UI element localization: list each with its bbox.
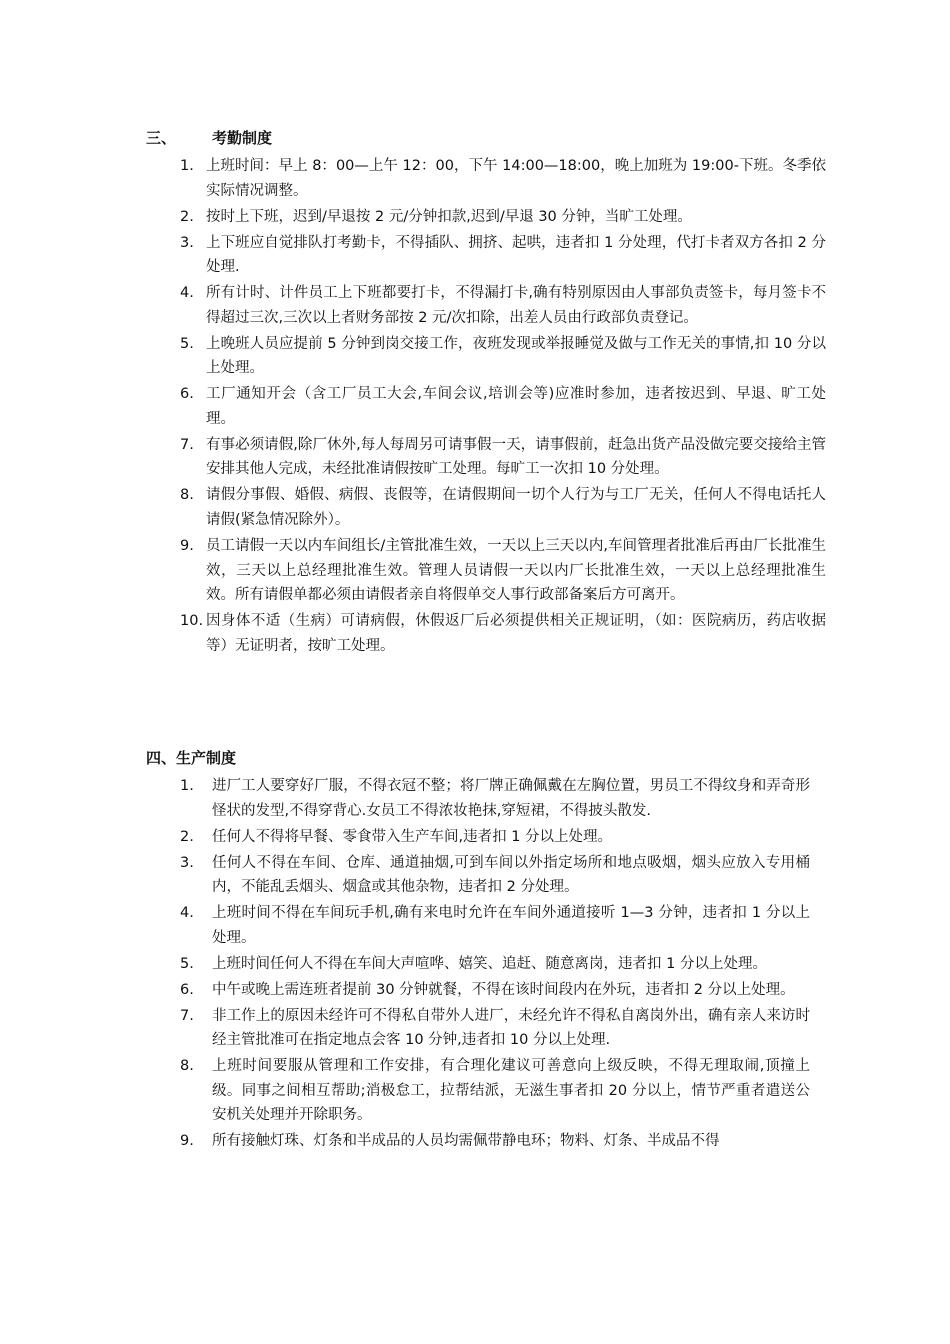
attendance-heading	[146, 128, 826, 152]
list-item-text: 因身体不适（生病）可请病假，休假返厂后必须提供相关正规证明，（如：医院病历，药店收据等）无证明者，按旷工处理。	[206, 613, 826, 654]
list-item-text: 上班时间要服从管理和工作安排，有合理化建议可善意向上级反映，不得无理取闹,顶撞上级。同事之间相互帮助;消极怠工，拉帮结派，无滋生事者扣 20 分以上，情节严重者遣送公安机关处理并开除职务。	[212, 1058, 810, 1124]
list-item-number: 6.	[180, 981, 194, 998]
attendance-list	[146, 154, 826, 658]
list-item	[146, 825, 826, 850]
list-item-number: 10.	[180, 613, 204, 630]
list-item-text: 员工请假一天以内车间组长/主管批准生效，一天以上三天以内,车间管理者批准后再由厂长批准生效，三天以上总经理批准生效。管理人员请假一天以内厂长批准生效，一天以上总经理批准生效。所有请假单都必须由请假者亲自将假单交人事行政部备案后方可离开。	[206, 538, 826, 604]
list-item-text: 任何人不得将早餐、零食带入生产车间,违者扣 1 分以上处理。	[212, 828, 613, 845]
list-item-number: 9.	[180, 1133, 194, 1150]
list-item	[146, 774, 826, 823]
list-item-text: 工厂通知开会（含工厂员工大会,车间会议,培训会等)应准时参加，违者按迟到、早退、旷工处理。	[206, 386, 826, 427]
list-item-text: 非工作上的原因未经许可不得私自带外人进厂，未经允许不得私自离岗外出，确有亲人来访时经主管批准可在指定地点会客 10 分钟,违者扣 10 分以上处理.	[212, 1007, 810, 1049]
list-item-text: 上晚班人员应提前 5 分钟到岗交接工作，夜班发现或举报睡觉及做与工作无关的事情,扣 10 分以上处理。	[206, 335, 826, 377]
list-item-number: 1.	[180, 158, 194, 174]
list-item-number: 9.	[180, 538, 194, 555]
list-item	[146, 1004, 826, 1053]
list-item	[146, 154, 826, 203]
list-item-text: 请假分事假、婚假、病假、丧假等，在请假期间一切个人行为与工厂无关，任何人不得电话托人请假(紧急情况除外）。	[206, 487, 826, 529]
production-list	[146, 774, 826, 1154]
list-item-number: 1.	[180, 778, 194, 794]
list-item	[146, 851, 826, 900]
list-item	[146, 205, 826, 230]
list-item-text: 上班时间不得在车间玩手机,确有来电时允许在车间外通道接听 1—3 分钟，违者扣 1 分以上处理。	[212, 905, 810, 946]
list-item-text: 所有计时、计件员工上下班都要打卡，不得漏打卡,确有特别原因由人事部负责签卡，每月签卡不得超过三次,三次以上者财务部按 2 元/次扣除，出差人员由行政部负责登记。	[206, 285, 826, 326]
list-item-text: 上下班应自觉排队打考勤卡，不得插队、拥挤、起哄，违者扣 1 分处理，代打卡者双方各扣 2 分处理.	[206, 234, 826, 276]
list-item	[146, 901, 826, 950]
list-item-text: 上班时间：早上 8：00—上午 12：00，下午 14:00—18:00，晚上加班为 19:00-下班。冬季依实际情况调整。	[206, 158, 826, 199]
list-item-text: 上班时间任何人不得在车间大声喧哗、嬉笑、追赶、随意离岗，违者扣 1 分以上处理。	[212, 955, 767, 972]
list-item	[146, 332, 826, 381]
production-heading-title: 四、生产制度	[146, 749, 237, 767]
list-item-text: 进厂工人要穿好厂服，不得衣冠不整；将厂牌正确佩戴在左胸位置，男员工不得纹身和弄奇形怪状的发型,不得穿背心.女员工不得浓妆艳抹,穿短裙，不得披头散发.	[212, 778, 810, 819]
list-item	[146, 382, 826, 431]
list-item-number: 4.	[180, 905, 194, 922]
list-item-number: 6.	[180, 386, 194, 403]
list-item	[146, 952, 826, 977]
list-item-number: 7.	[180, 436, 194, 453]
production-section	[146, 748, 826, 1155]
list-item-text: 有事必须请假,除厂休外,每人每周另可请事假一天，请事假前，赶急出货产品没做完要交接给主管安排其他人完成，未经批准请假按旷工处理。每旷工一次扣 10 分处理。	[206, 436, 826, 478]
list-item-text: 按时上下班，迟到/早退按 2 元/分钟扣款,迟到/早退 30 分钟，当旷工处理。	[206, 208, 692, 225]
list-item-number: 3.	[180, 854, 194, 871]
list-item-number: 8.	[180, 487, 194, 504]
list-item-number: 3.	[180, 234, 194, 251]
attendance-section	[146, 128, 826, 660]
list-item-number: 2.	[180, 208, 194, 225]
list-item	[146, 534, 826, 608]
production-heading	[146, 748, 826, 772]
list-item	[146, 1054, 826, 1128]
list-item-text: 中午或晚上需连班者提前 30 分钟就餐，不得在该时间段内在外玩，违者扣 2 分以上处理。	[212, 981, 795, 998]
list-item-text: 任何人不得在车间、仓库、通道抽烟,可到车间以外指定场所和地点吸烟，烟头应放入专用桶内，不能乱丢烟头、烟盒或其他杂物，违者扣 2 分处理。	[212, 854, 810, 896]
list-item-number: 7.	[180, 1007, 194, 1024]
list-item	[146, 231, 826, 280]
list-item-text: 所有接触灯珠、灯条和半成品的人员均需佩带静电环；物料、灯条、半成品不得	[212, 1133, 720, 1150]
attendance-heading-number: 三、	[146, 129, 177, 147]
list-item	[146, 978, 826, 1003]
list-item	[146, 281, 826, 330]
list-item-number: 5.	[180, 955, 194, 972]
list-item-number: 2.	[180, 828, 194, 845]
list-item	[146, 483, 826, 532]
list-item	[146, 433, 826, 482]
list-item	[146, 1129, 826, 1154]
attendance-heading-title: 考勤制度	[212, 129, 273, 147]
list-item	[146, 609, 826, 658]
list-item-number: 5.	[180, 335, 194, 352]
list-item-number: 8.	[180, 1058, 194, 1075]
list-item-number: 4.	[180, 285, 194, 302]
